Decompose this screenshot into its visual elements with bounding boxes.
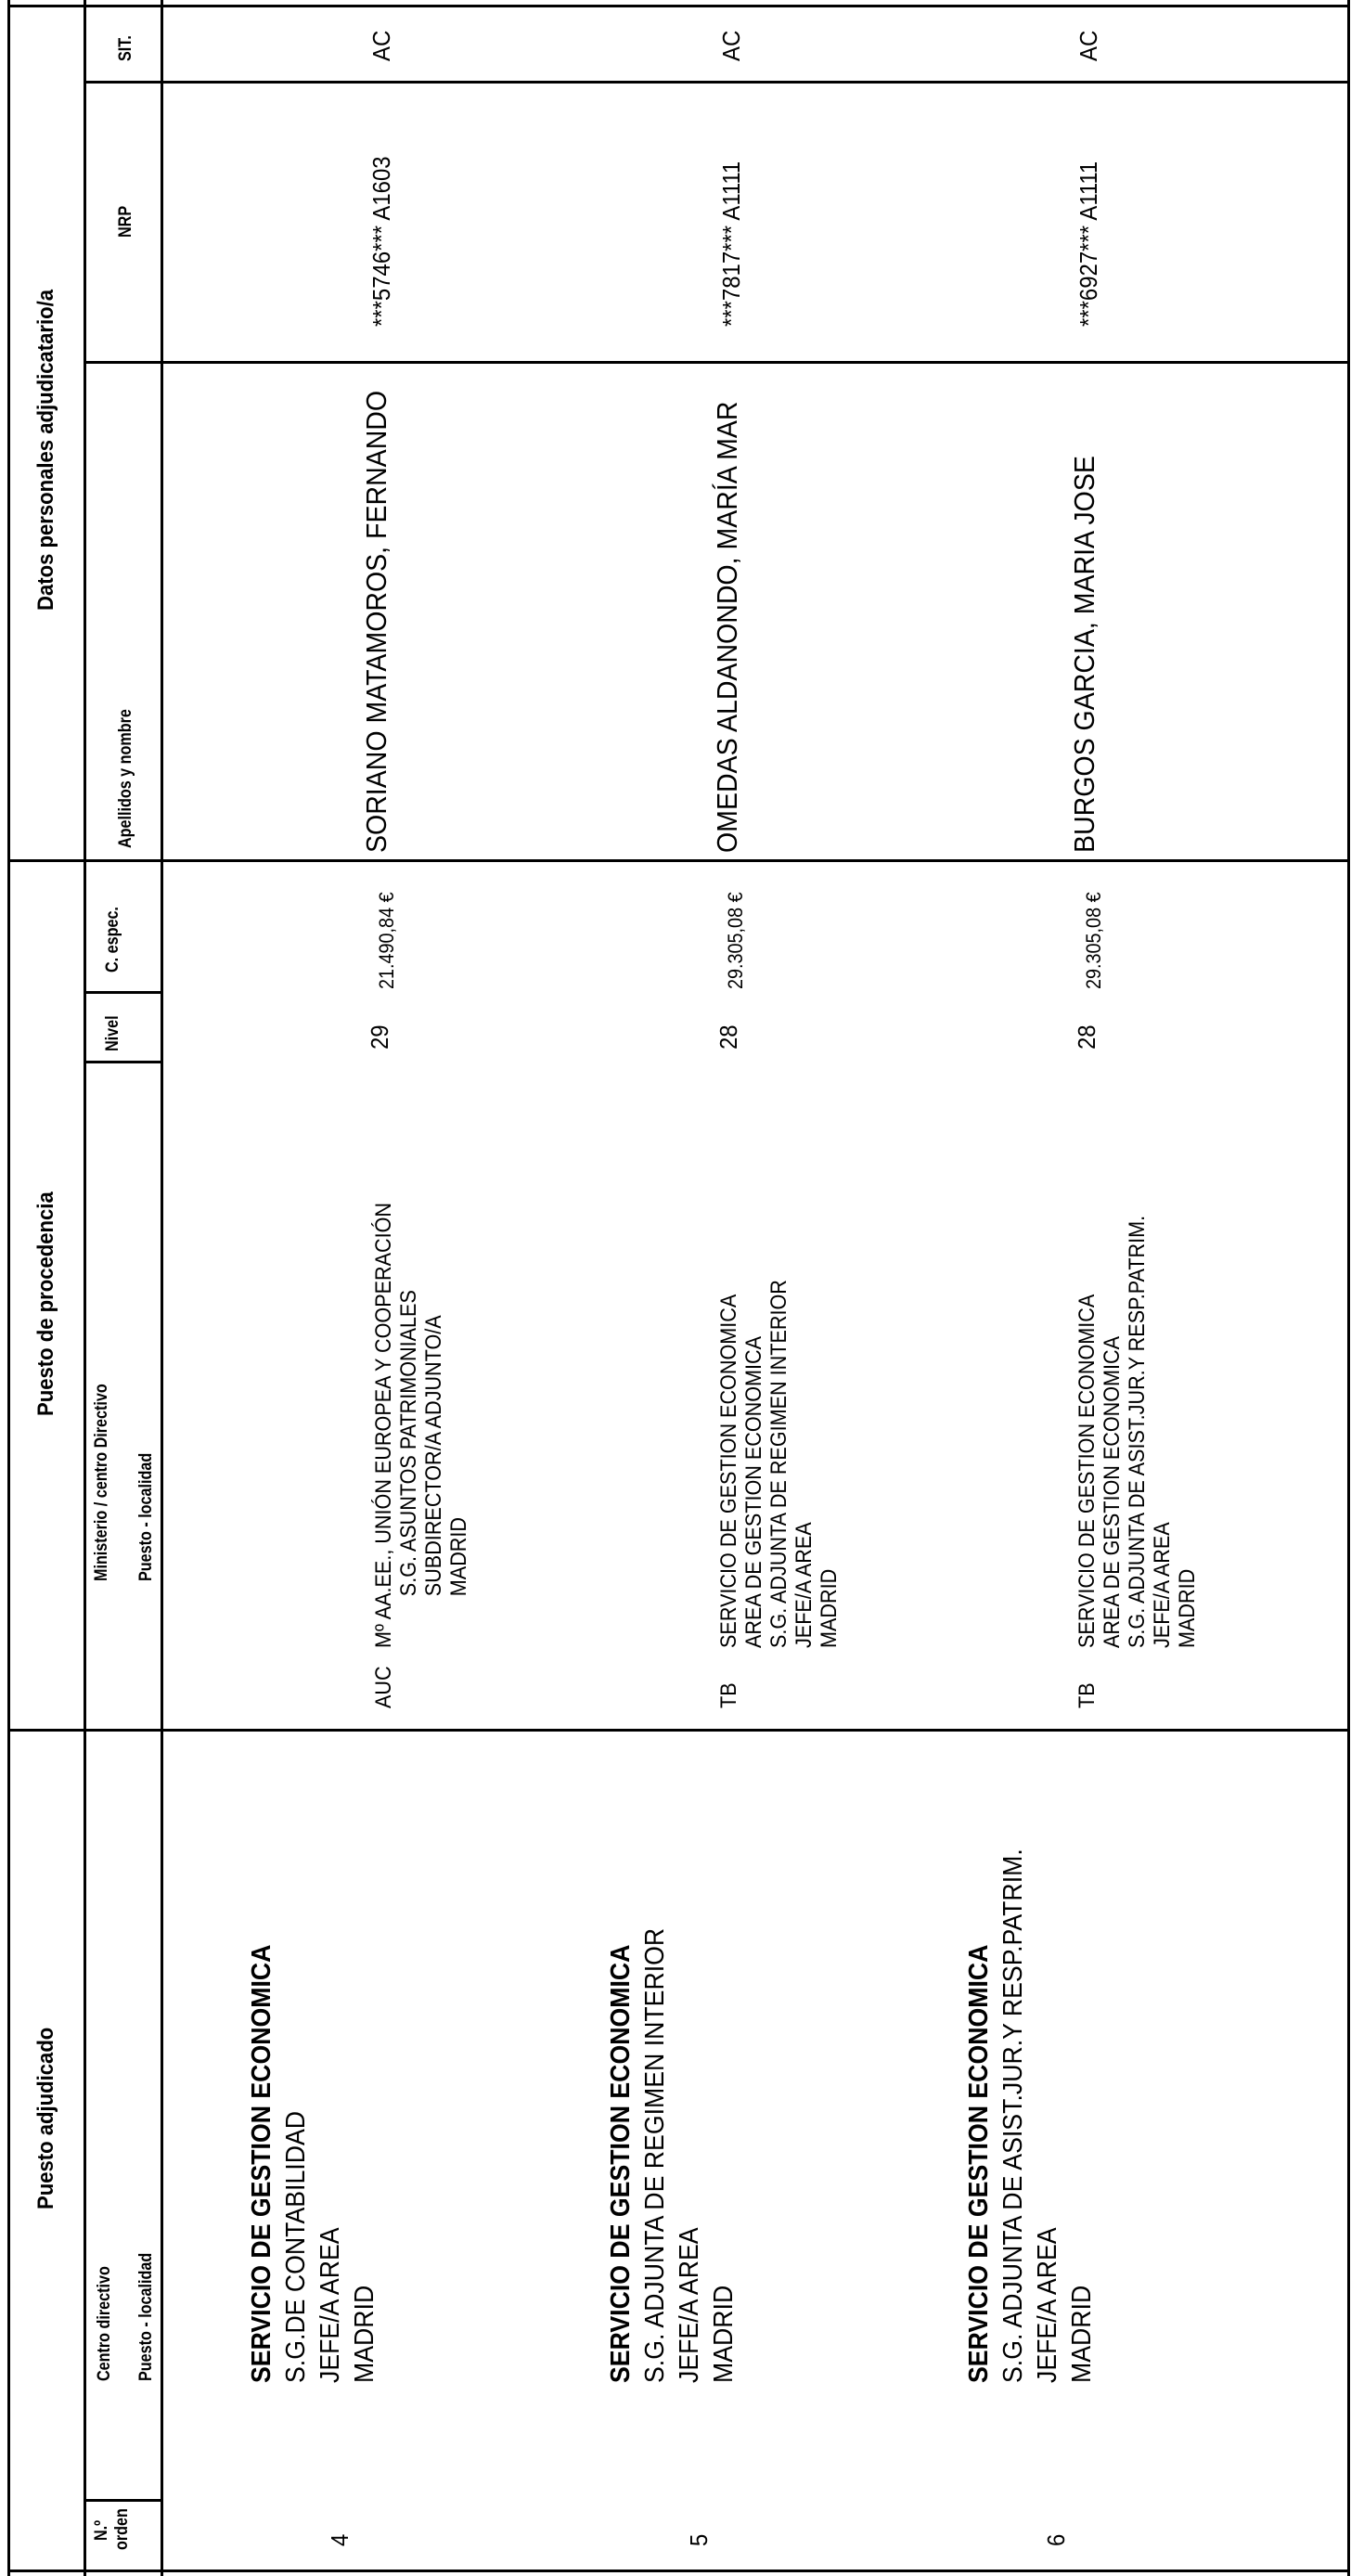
table-border-bottom xyxy=(1347,0,1350,2576)
col-header-puesto-localidad: Puesto - localidad xyxy=(136,2252,156,2381)
adjudicado-puesto: JEFE/A AREA xyxy=(1033,2227,1062,2383)
adjudicado-servicio: SERVICIO DE GESTION ECONOMICA xyxy=(606,1944,636,2383)
table-border-right xyxy=(7,5,1349,7)
col-header-orden-line2: orden xyxy=(112,2508,132,2550)
adjudicado-subdireccion: S.G.DE CONTABILIDAD xyxy=(281,2110,311,2383)
col-header-nrp: NRP xyxy=(116,205,135,238)
group-divider-personales xyxy=(7,859,1349,862)
puesto-procedencia xyxy=(371,1203,471,1648)
column-header-divider xyxy=(161,0,163,2576)
procedencia-puesto: JEFE/A AREA xyxy=(791,1522,817,1648)
group-header-procedencia: Puesto de procedencia xyxy=(33,1191,58,1416)
table-border-left xyxy=(7,2570,1349,2572)
puesto-adjudicado xyxy=(604,1928,741,2383)
procedencia-puesto: SUBDIRECTOR/A ADJUNTO/A xyxy=(421,1315,446,1597)
nivel-value: 29 xyxy=(366,1024,393,1050)
nrp-value: ***7817*** A1111 xyxy=(717,161,745,327)
procedencia-subdireccion: S.G. ADJUNTA DE REGIMEN INTERIOR xyxy=(766,1280,791,1648)
col-header-c-espec: C. espec. xyxy=(103,907,122,972)
orden-number: 5 xyxy=(685,2533,713,2546)
group-divider-procedencia xyxy=(7,1729,1349,1732)
group-header-adjudicado: Puesto adjudicado xyxy=(33,2027,58,2209)
adjudicado-puesto: JEFE/A AREA xyxy=(675,2227,704,2383)
procedencia-localidad: MADRID xyxy=(446,1516,471,1597)
orden-divider xyxy=(84,2499,162,2502)
procedencia-code: TB xyxy=(716,1682,741,1708)
procedencia-servicio: SERVICIO DE GESTION ECONOMICA xyxy=(716,1294,741,1648)
orden-number: 6 xyxy=(1042,2533,1070,2546)
nrp-divider xyxy=(84,361,1349,364)
procedencia-localidad: MADRID xyxy=(817,1568,842,1648)
nivel-divider xyxy=(84,1061,162,1063)
c-espec-value: 29.305,08 € xyxy=(724,892,747,989)
nombre-value: SORIANO MATAMOROS, FERNANDO xyxy=(360,390,392,853)
procedencia-area: AREA DE GESTION ECONOMICA xyxy=(1100,1335,1125,1648)
orden-number: 4 xyxy=(326,2533,354,2546)
procedencia-area: AREA DE GESTION ECONOMICA xyxy=(741,1335,766,1648)
cespec-divider xyxy=(84,991,162,994)
adjudicado-subdireccion: S.G. ADJUNTA DE REGIMEN INTERIOR xyxy=(640,1927,670,2383)
adjudicado-subdireccion: S.G. ADJUNTA DE ASIST.JUR.Y RESP.PATRIM. xyxy=(998,1848,1028,2383)
col-header-apellidos: Apellidos y nombre xyxy=(116,709,135,848)
group-header-divider xyxy=(84,0,86,2576)
sit-divider xyxy=(84,81,1349,84)
procedencia-subdireccion: S.G. ADJUNTA DE ASIST.JUR.Y RESP.PATRIM. xyxy=(1125,1215,1150,1648)
adjudicado-puesto: JEFE/A AREA xyxy=(315,2227,345,2383)
table-border-top xyxy=(7,0,10,2576)
procedencia-subdireccion: S.G. ASUNTOS PATRIMONIALES xyxy=(396,1290,421,1597)
nombre-value: OMEDAS ALDANONDO, MARÍA MAR xyxy=(711,401,743,853)
col-header-ministerio: Ministerio / centro Directivo xyxy=(92,1384,111,1581)
adjudicado-localidad: MADRID xyxy=(350,2285,380,2383)
adjudicado-servicio: SERVICIO DE GESTION ECONOMICA xyxy=(247,1944,277,2383)
sit-value: AC xyxy=(1074,30,1102,61)
col-header-nivel: Nivel xyxy=(103,1015,122,1051)
puesto-procedencia xyxy=(1074,1216,1200,1648)
c-espec-value: 29.305,08 € xyxy=(1082,892,1105,989)
c-espec-value: 21.490,84 € xyxy=(375,892,398,989)
procedencia-servicio: SERVICIO DE GESTION ECONOMICA xyxy=(1074,1294,1100,1648)
col-header-centro-directivo: Centro directivo xyxy=(95,2266,114,2381)
sit-value: AC xyxy=(367,30,395,61)
adjudicado-localidad: MADRID xyxy=(1067,2285,1097,2383)
procedencia-code: AUC xyxy=(371,1666,396,1708)
procedencia-localidad: MADRID xyxy=(1175,1568,1200,1648)
puesto-procedencia xyxy=(716,1280,842,1648)
sit-value: AC xyxy=(717,30,745,61)
nivel-value: 28 xyxy=(714,1024,742,1050)
nombre-value: BURGOS GARCIA, MARIA JOSE xyxy=(1068,456,1100,853)
procedencia-puesto: JEFE/A AREA xyxy=(1150,1522,1175,1648)
nrp-value: ***6927*** A1111 xyxy=(1074,161,1102,327)
col-header-sit: SIT. xyxy=(116,35,135,61)
col-header-puesto-localidad-proc: Puesto - localidad xyxy=(136,1452,156,1581)
puesto-adjudicado xyxy=(245,1945,382,2383)
group-header-personales: Datos personales adjudicatario/a xyxy=(33,289,58,611)
nrp-value: ***5746*** A1603 xyxy=(367,156,395,327)
col-header-orden-line1: N.º xyxy=(92,2519,111,2541)
nivel-value: 28 xyxy=(1073,1024,1100,1050)
procedencia-code: TB xyxy=(1074,1682,1100,1708)
puesto-adjudicado xyxy=(962,1848,1100,2383)
adjudicado-localidad: MADRID xyxy=(709,2285,739,2383)
adjudicado-servicio: SERVICIO DE GESTION ECONOMICA xyxy=(964,1944,994,2383)
procedencia-ministerio: Mº AA.EE., UNIÓN EUROPEA Y COOPERACIÓN xyxy=(371,1202,396,1648)
